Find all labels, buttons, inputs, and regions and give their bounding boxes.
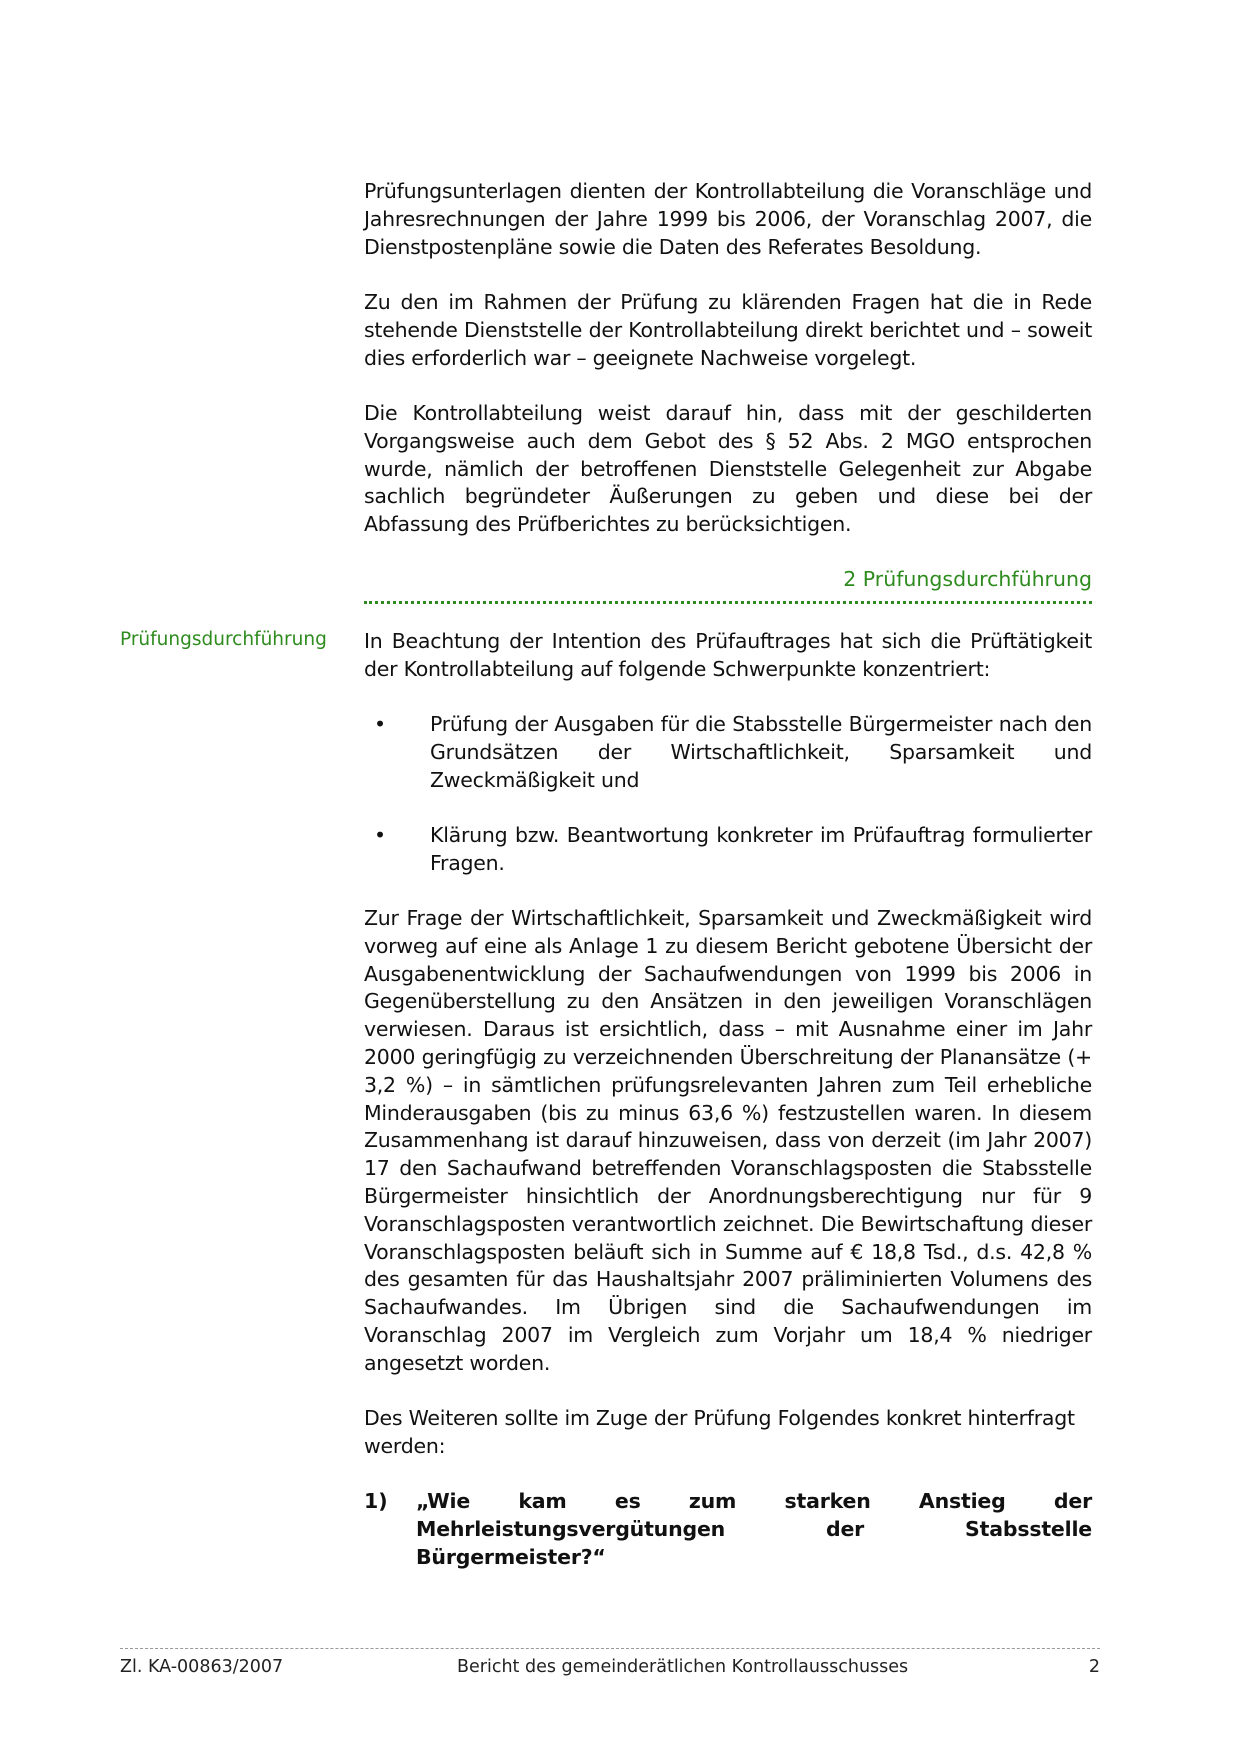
footer-divider: [120, 1648, 1100, 1649]
paragraph-documents: Prüfungsunterlagen dienten der Kontrollabteilung die Voranschläge und Jahresrechnungen der Jahre 1999 bis 2006, der Voranschlag 2007, die Dienstpostenpläne sowie die Daten des Referates Besoldung.: [364, 179, 1092, 259]
section-divider: [364, 601, 1092, 604]
paragraph-followup: Des Weiteren sollte im Zuge der Prüfung Folgendes konkret hinterfragt werden:: [364, 1406, 1075, 1458]
list-item-text: Klärung bzw. Beantwortung konkreter im Prüfauftrag formulierter Fragen.: [430, 823, 1092, 875]
question-text: „Wie kam es zum starken Anstieg der Mehrleistungsvergütungen der Stabsstelle Bürgermeister?“: [416, 1489, 1092, 1569]
section-title: 2 Prüfungsdurchführung: [843, 567, 1092, 591]
question-number: 1): [364, 1489, 388, 1513]
footer-reference: Zl. KA-00863/2007: [120, 1657, 284, 1677]
bullet-icon: •: [374, 823, 387, 847]
paragraph-intro: In Beachtung der Intention des Prüfauftrages hat sich die Prüftätigkeit der Kontrollabteilung auf folgende Schwerpunkte konzentriert:: [364, 629, 1092, 681]
margin-label: Prüfungsdurchführung: [120, 629, 327, 650]
bullet-icon: •: [374, 712, 387, 736]
paragraph-procedure: Die Kontrollabteilung weist darauf hin, dass mit der geschilderten Vorgangsweise auch dem Gebot des § 52 Abs. 2 MGO entsprochen wurde, nämlich der betroffenen Dienststelle Gelegenheit zur Abgabe sachlich begründeter Äußerungen zu geben und diese bei der Abfassung des Prüfberichtes zu berücksichtigen.: [364, 401, 1092, 537]
page-number: 2: [1088, 1657, 1100, 1677]
list-item-text: Prüfung der Ausgaben für die Stabsstelle Bürgermeister nach den Grundsätzen der Wirtschaftlichkeit, Sparsamkeit und Zweckmäßigkeit und: [430, 712, 1092, 792]
paragraph-questions: Zu den im Rahmen der Prüfung zu klärenden Fragen hat die in Rede stehende Dienststelle der Kontrollabteilung direkt berichtet und – soweit dies erforderlich war – geeignete Nachweise vorgelegt.: [364, 290, 1092, 370]
paragraph-analysis: Zur Frage der Wirtschaftlichkeit, Sparsamkeit und Zweckmäßigkeit wird vorweg auf eine als Anlage 1 zu diesem Bericht gebotene Übersicht der Ausgabenentwicklung der Sachaufwendungen von 1999 bis 2006 in Gegenüberstellung zu den Ansätzen in den jeweiligen Voranschlägen verwiesen. Daraus ist ersichtlich, dass – mit Ausnahme einer im Jahr 2000 geringfügig zu verzeichnenden Überschreitung der Planansätze (+ 3,2 %) – in sämtlichen prüfungsrelevanten Jahren zum Teil erhebliche Minderausgaben (bis zu minus 63,6 %) festzustellen waren. In diesem Zusammenhang ist darauf hinzuweisen, dass von derzeit (im Jahr 2007) 17 den Sachaufwand betreffenden Voranschlagsposten die Stabsstelle Bürgermeister hinsichtlich der Anordnungsberechtigung nur für 9 Voranschlagsposten verantwortlich zeichnet. Die Bewirtschaftung dieser Voranschlagsposten beläuft sich in Summe auf € 18,8 Tsd., d.s. 42,8 % des gesamten für das Haushaltsjahr 2007 präliminierten Volumens des Sachaufwandes. Im Übrigen sind die Sachaufwendungen im Voranschlag 2007 im Vergleich zum Vorjahr um 18,4 % niedriger angesetzt worden.: [364, 906, 1092, 1375]
section-heading: [364, 566, 1092, 596]
footer-title: Bericht des gemeinderätlichen Kontrollausschusses: [457, 1657, 909, 1677]
